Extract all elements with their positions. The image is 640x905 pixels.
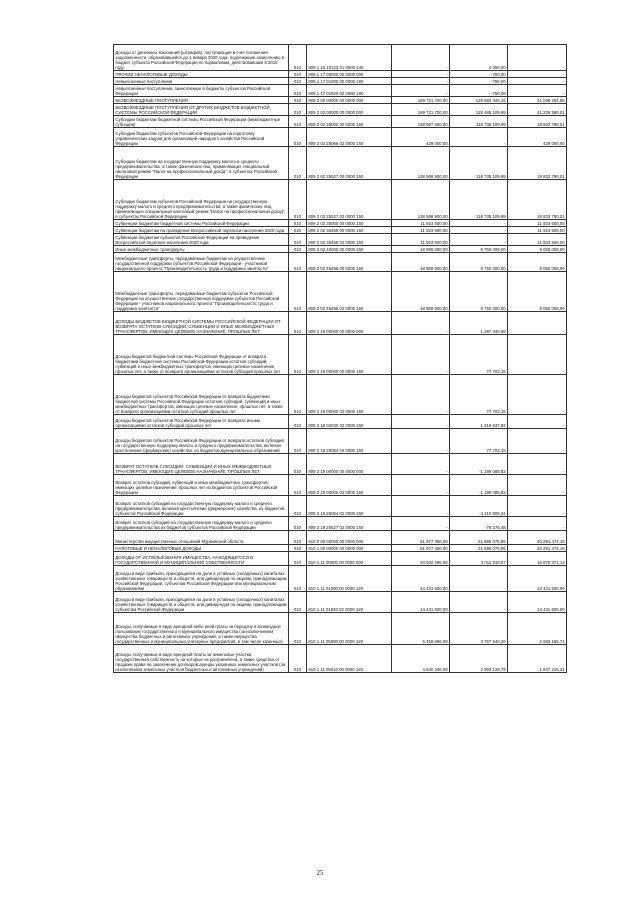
approved-amount: 14 431 600,00 bbox=[392, 566, 450, 592]
executed-amount: - bbox=[450, 566, 508, 592]
unexecuted-amount: 11 923 600,00 bbox=[508, 227, 567, 234]
executed-amount: - bbox=[450, 592, 508, 613]
item-name: Субсидии бюджетам субъектов Российской Федерации на государственную поддержку малого и среднего предпринимательства, а также физических лиц, применяющих специальный налоговый режим "Налог на профессиональный доход", в субъектах Российской Федерации bbox=[114, 180, 289, 220]
approved-amount: 61 977 450,00 bbox=[392, 545, 450, 552]
executed-amount: - bbox=[450, 234, 508, 246]
approved-amount: - bbox=[392, 85, 450, 97]
budget-code: 809 2 19 25064 02 0000 150 bbox=[307, 496, 392, 517]
executed-amount: 1 319 637,82 bbox=[450, 415, 508, 429]
unexecuted-amount: - bbox=[508, 71, 567, 78]
budget-code: 809 2 19 00000 02 0000 150 bbox=[307, 475, 392, 496]
line-code: 010 bbox=[289, 592, 307, 613]
revenue-table bbox=[113, 44, 567, 673]
line-code: 010 bbox=[289, 645, 307, 673]
budget-code: 809 2 19 00000 00 0000 000 bbox=[307, 454, 392, 475]
item-name: БЕЗВОЗМЕЗДНЫЕ ПОСТУПЛЕНИЯ ОТ ДРУГИХ БЮДЖЕТОВ БЮДЖЕТНОЙ СИСТЕМЫ РОССИЙСКОЙ ФЕДЕРАЦИИ bbox=[114, 104, 289, 116]
item-name: Невыясненные поступления, зачисляемые в бюджеты субъектов Российской Федерации bbox=[114, 85, 289, 97]
unexecuted-amount: 9 050 000,00 bbox=[508, 253, 567, 272]
unexecuted-amount: 14 431 600,00 bbox=[508, 566, 567, 592]
budget-code: 810 1 11 01020 02 0000 120 bbox=[307, 592, 392, 613]
item-name: Невыясненные поступления bbox=[114, 78, 289, 85]
item-name: Министерство имущественных отношений Мурманской области bbox=[114, 531, 289, 545]
line-code: 010 bbox=[289, 104, 307, 116]
item-name: Доходы, получаемые в виде арендной платы за земельные участки, государственная собственность на которые не разграничена, а также средства от продажи права на заключение договоров аренды указанных земельных участков (за исключением земельных участков бюджетных и автономных учреждений) bbox=[114, 645, 289, 673]
budget-code: 809 1 17 01020 02 0000 180 bbox=[307, 85, 392, 97]
executed-amount: 9 750 000,00 bbox=[450, 253, 508, 272]
budget-code: 809 1 16 10123 01 0000 140 bbox=[307, 45, 392, 71]
unexecuted-amount: - bbox=[508, 517, 567, 531]
item-name: Иные межбюджетные трансферты bbox=[114, 246, 289, 253]
line-code: 010 bbox=[289, 312, 307, 335]
item-name: Субвенции бюджетам на проведение Всероссийской переписи населения 2020 года bbox=[114, 227, 289, 234]
table-row bbox=[114, 475, 567, 496]
budget-code: 810 1 00 00000 00 0000 000 bbox=[307, 545, 392, 552]
line-code: 010 bbox=[289, 253, 307, 272]
line-code: 010 bbox=[289, 116, 307, 128]
approved-amount: 138 568 900,00 bbox=[392, 147, 450, 180]
budget-code: 809 2 19 25527 02 0000 150 bbox=[307, 517, 392, 531]
budget-code: 809 2 02 35469 00 0000 150 bbox=[307, 227, 392, 234]
unexecuted-amount: 1 847 215,21 bbox=[508, 645, 567, 673]
unexecuted-amount: 18 662 790,01 bbox=[508, 116, 567, 128]
approved-amount: - bbox=[392, 78, 450, 85]
table-row bbox=[114, 454, 567, 475]
table-row bbox=[114, 180, 567, 220]
executed-amount: - bbox=[450, 227, 508, 234]
item-name: Доходы, получаемые в виде арендной либо иной платы за передачу в возмездное пользование государственного и муниципального имущества (за исключением имущества бюджетных и автономных учреждений, а также имущества государственных и муниципальных унитарных предприятий, в том числе казенных) bbox=[114, 613, 289, 645]
line-code: 010 bbox=[289, 97, 307, 104]
budget-code: 809 2 18 00000 00 0000 000 bbox=[307, 312, 392, 335]
approved-amount: 11 923 600,00 bbox=[392, 234, 450, 246]
item-name: Субвенции бюджетам субъектов Российской Федерации на проведение Всероссийской переписи населения 2020 года bbox=[114, 234, 289, 246]
executed-amount: - bbox=[450, 220, 508, 227]
approved-amount: - bbox=[392, 45, 450, 71]
approved-amount: - bbox=[392, 496, 450, 517]
table-row bbox=[114, 566, 567, 592]
executed-amount: -1 110 809,34 bbox=[450, 496, 508, 517]
executed-amount: 4 011 918,87 bbox=[450, 552, 508, 566]
item-name: ВОЗВРАТ ОСТАТКОВ СУБСИДИЙ, СУБВЕНЦИЙ И ИНЫХ МЕЖБЮДЖЕТНЫХ ТРАНСФЕРТОВ, ИМЕЮЩИХ ЦЕЛЕВОЕ НАЗНАЧЕНИЕ, ПРОШЛЫХ ЛЕТ bbox=[114, 454, 289, 475]
unexecuted-amount: 16 870 371,13 bbox=[508, 552, 567, 566]
unexecuted-amount: 429 000,00 bbox=[508, 128, 567, 147]
approved-amount: 14 431 600,00 bbox=[392, 592, 450, 613]
unexecuted-amount: 9 050 000,00 bbox=[508, 272, 567, 312]
table-row bbox=[114, 645, 567, 673]
table-row bbox=[114, 552, 567, 566]
unexecuted-amount: - bbox=[508, 454, 567, 475]
item-name: Доходы бюджетов субъектов Российской Федерации от возврата иными организациями остатков субсидий прошлых лет bbox=[114, 415, 289, 429]
unexecuted-amount: 41 236 590,01 bbox=[508, 104, 567, 116]
table-row bbox=[114, 97, 567, 104]
approved-amount: 20 932 296,00 bbox=[392, 552, 450, 566]
executed-amount: 1 397 340,88 bbox=[450, 312, 508, 335]
approved-amount: - bbox=[392, 475, 450, 496]
line-code: 010 bbox=[289, 272, 307, 312]
executed-amount: - bbox=[450, 128, 508, 147]
unexecuted-amount: - bbox=[508, 496, 567, 517]
unexecuted-amount: 11 923 600,00 bbox=[508, 220, 567, 227]
unexecuted-amount: 18 833 790,01 bbox=[508, 180, 567, 220]
executed-amount: 77 703,15 bbox=[450, 429, 508, 454]
approved-amount: 169 721 700,00 bbox=[392, 104, 450, 116]
table-row bbox=[114, 613, 567, 645]
approved-amount: - bbox=[392, 415, 450, 429]
executed-amount: -1 199 085,82 bbox=[450, 475, 508, 496]
approved-amount: - bbox=[392, 429, 450, 454]
budget-code: 809 2 02 45296 00 0000 150 bbox=[307, 253, 392, 272]
executed-amount: -750,00 bbox=[450, 85, 508, 97]
item-name: Доходы бюджетов субъектов Российской Федерации от возврата бюджетами бюджетной системы Российской Федерации остатков субсидий, субвенций и иных межбюджетных трансфертов, имеющих целевое назначение, прошлых лет, а также от возврата организациями остатков субсидий прошлых лет bbox=[114, 375, 289, 415]
table-row bbox=[114, 429, 567, 454]
item-name: Межбюджетные трансферты, передаваемые бюджетам субъектов Российской Федерации на осуществление государственной поддержки субъектов Российской Федерации - участников национального проекта "Производительность труда и поддержка занятости" bbox=[114, 272, 289, 312]
line-code: 010 bbox=[289, 552, 307, 566]
approved-amount: - bbox=[392, 375, 450, 415]
item-name: Субсидии бюджетам субъектов Российской Федерации на подготовку управленческих кадров для организаций народного хозяйства Российской Федерации bbox=[114, 128, 289, 147]
unexecuted-amount: 11 923 600,00 bbox=[508, 234, 567, 246]
executed-amount: 118 735 109,99 bbox=[450, 116, 508, 128]
table-row bbox=[114, 85, 567, 97]
item-name: БЕЗВОЗМЕЗДНЫЕ ПОСТУПЛЕНИЯ bbox=[114, 97, 289, 104]
approved-amount: 18 800 000,00 bbox=[392, 253, 450, 272]
executed-amount: -78 276,48 bbox=[450, 517, 508, 531]
item-name: Межбюджетные трансферты, передаваемые бюджетам на осуществление государственной поддержки субъектов Российской Федерации - участников национального проекта "Производительность труда и поддержка занятости" bbox=[114, 253, 289, 272]
executed-amount: 77 703,15 bbox=[450, 335, 508, 375]
budget-code: 809 1 17 00000 00 0000 000 bbox=[307, 71, 392, 78]
table-row bbox=[114, 496, 567, 517]
line-code: 010 bbox=[289, 429, 307, 454]
line-code: 010 bbox=[289, 85, 307, 97]
approved-amount: - bbox=[392, 71, 450, 78]
line-code: 010 bbox=[289, 335, 307, 375]
line-code: 010 bbox=[289, 545, 307, 552]
executed-amount: 4 050,00 bbox=[450, 45, 508, 71]
approved-amount: 11 923 600,00 bbox=[392, 220, 450, 227]
line-code: 010 bbox=[289, 78, 307, 85]
unexecuted-amount: - bbox=[508, 375, 567, 415]
budget-code: 809 2 00 00000 00 0000 000 bbox=[307, 97, 392, 104]
page-number: 25 bbox=[316, 869, 324, 877]
unexecuted-amount: - bbox=[508, 78, 567, 85]
item-name: Доходы от денежных взысканий (штрафов), поступающие в счет погашения задолженности, образовавшейся до 1 января 2020 года, подлежащие зачислению в бюджет субъекта Российской Федерации по нормативам, действовавшим в 2019 году bbox=[114, 45, 289, 71]
approved-amount: 4 840 336,00 bbox=[392, 645, 450, 673]
budget-code: 809 2 02 30000 00 0000 150 bbox=[307, 220, 392, 227]
budget-code: 809 2 02 25527 00 0000 150 bbox=[307, 147, 392, 180]
executed-amount: 9 750 000,00 bbox=[450, 246, 508, 253]
table-row bbox=[114, 147, 567, 180]
table-row bbox=[114, 415, 567, 429]
budget-code: 809 2 02 25066 02 0000 150 bbox=[307, 128, 392, 147]
executed-amount: 21 686 075,85 bbox=[450, 545, 508, 552]
approved-amount: 429 000,00 bbox=[392, 128, 450, 147]
item-name: Возврат остатков субсидий на государственную поддержку малого и среднего предпринимательства, включая крестьянские (фермерские) хозяйства, из бюджетов субъектов Российской Федерации bbox=[114, 496, 289, 517]
line-code: 010 bbox=[289, 566, 307, 592]
budget-code: 809 2 02 25527 02 0000 150 bbox=[307, 180, 392, 220]
table-row bbox=[114, 71, 567, 78]
table-row bbox=[114, 220, 567, 227]
unexecuted-amount: 40 291 474,15 bbox=[508, 545, 567, 552]
budget-code: 809 2 02 45296 02 0000 150 bbox=[307, 272, 392, 312]
table-row bbox=[114, 246, 567, 253]
item-name: Субвенции бюджетам бюджетной системы Российской Федерации bbox=[114, 220, 289, 227]
approved-amount: 61 977 450,00 bbox=[392, 531, 450, 545]
approved-amount: 138 997 600,00 bbox=[392, 116, 450, 128]
line-code: 010 bbox=[289, 454, 307, 475]
executed-amount: 128 485 109,99 bbox=[450, 104, 508, 116]
table-row bbox=[114, 272, 567, 312]
budget-code: 810 1 11 01000 00 0000 120 bbox=[307, 566, 392, 592]
item-name: Возврат остатков субсидий, субвенций и иных межбюджетных трансфертов, имеющих целевое назначение, прошлых лет из бюджетов субъектов Российской Федерации bbox=[114, 475, 289, 496]
line-code: 010 bbox=[289, 531, 307, 545]
executed-amount: 2 993 120,79 bbox=[450, 645, 508, 673]
unexecuted-amount: 41 038 254,85 bbox=[508, 97, 567, 104]
line-code: 010 bbox=[289, 147, 307, 180]
unexecuted-amount: - bbox=[508, 415, 567, 429]
budget-code: 809 2 18 00000 02 0000 150 bbox=[307, 375, 392, 415]
unexecuted-amount: 9 050 000,00 bbox=[508, 246, 567, 253]
unexecuted-amount: - bbox=[508, 85, 567, 97]
unexecuted-amount: 14 431 600,00 bbox=[508, 592, 567, 613]
budget-code: 810 1 11 00000 00 0000 000 bbox=[307, 552, 392, 566]
line-code: 010 bbox=[289, 415, 307, 429]
executed-amount: 3 767 540,26 bbox=[450, 613, 508, 645]
table-row bbox=[114, 312, 567, 335]
executed-amount: -1 199 085,82 bbox=[450, 454, 508, 475]
budget-code: 809 2 18 00000 00 0000 150 bbox=[307, 335, 392, 375]
approved-amount: - bbox=[392, 335, 450, 375]
approved-amount: 18 800 000,00 bbox=[392, 272, 450, 312]
item-name: Доходы в виде прибыли, приходящейся на доли в уставных (складочных) капиталах хозяйственных товариществ и обществ, или дивидендов по акциям, принадлежащим Российской Федерации, субъектам Российской Федерации или муниципальным образованиям bbox=[114, 566, 289, 592]
line-code: 010 bbox=[289, 375, 307, 415]
approved-amount: - bbox=[392, 312, 450, 335]
item-name: Субсидии бюджетам на государственную поддержку малого и среднего предпринимательства, а также физических лиц, применяющих специальный налоговый режим "Налог на профессиональный доход", в субъектах Российской Федерации bbox=[114, 147, 289, 180]
budget-code: 809 2 02 40000 00 0000 150 bbox=[307, 246, 392, 253]
approved-amount: 169 721 700,00 bbox=[392, 97, 450, 104]
item-name: Доходы бюджетов субъектов Российской Федерации от возврата остатков субсидий на государственную поддержку малого и среднего предпринимательства, включая крестьянские (фермерские) хозяйства, из бюджетов муниципальных образований bbox=[114, 429, 289, 454]
line-code: 010 bbox=[289, 180, 307, 220]
table-row bbox=[114, 545, 567, 552]
item-name: ДОХОДЫ ОТ ИСПОЛЬЗОВАНИЯ ИМУЩЕСТВА, НАХОДЯЩЕГОСЯ В ГОСУДАРСТВЕННОЙ И МУНИЦИПАЛЬНОЙ СОБСТВЕННОСТИ bbox=[114, 552, 289, 566]
approved-amount: - bbox=[392, 517, 450, 531]
table-row bbox=[114, 45, 567, 71]
item-name: НАЛОГОВЫЕ И НЕНАЛОГОВЫЕ ДОХОДЫ bbox=[114, 545, 289, 552]
item-name: ДОХОДЫ БЮДЖЕТОВ БЮДЖЕТНОЙ СИСТЕМЫ РОССИЙСКОЙ ФЕДЕРАЦИИ ОТ ВОЗВРАТА ОСТАТКОВ СУБСИДИЙ, СУБВЕНЦИЙ И ИНЫХ МЕЖБЮДЖЕТНЫХ ТРАНСФЕРТОВ, ИМЕЮЩИХ ЦЕЛЕВОЕ НАЗНАЧЕНИЕ, ПРОШЛЫХ ЛЕТ bbox=[114, 312, 289, 335]
table-row bbox=[114, 531, 567, 545]
table-row bbox=[114, 234, 567, 246]
unexecuted-amount: - bbox=[508, 312, 567, 335]
executed-amount: 128 683 445,15 bbox=[450, 97, 508, 104]
table-row bbox=[114, 78, 567, 85]
line-code: 010 bbox=[289, 517, 307, 531]
approved-amount: 138 568 900,00 bbox=[392, 180, 450, 220]
executed-amount: 21 686 075,85 bbox=[450, 531, 508, 545]
table-row bbox=[114, 227, 567, 234]
table-row bbox=[114, 128, 567, 147]
approved-amount: 18 800 000,00 bbox=[392, 246, 450, 253]
unexecuted-amount: - bbox=[508, 335, 567, 375]
item-name: Доходы бюджетов бюджетной системы Российской Федерации от возврата бюджетами бюджетной системы Российской Федерации остатков субсидий, субвенций и иных межбюджетных трансфертов, имеющих целевое назначение, прошлых лет, а также от возврата организациями остатков субсидий прошлых лет bbox=[114, 335, 289, 375]
unexecuted-amount: - bbox=[508, 429, 567, 454]
executed-amount: 118 735 109,99 bbox=[450, 180, 508, 220]
table-row bbox=[114, 116, 567, 128]
budget-code: 809 1 17 01000 00 0000 180 bbox=[307, 78, 392, 85]
approved-amount: 6 450 696,00 bbox=[392, 613, 450, 645]
line-code: 010 bbox=[289, 613, 307, 645]
table-row bbox=[114, 375, 567, 415]
budget-code: 809 2 18 25064 02 0000 150 bbox=[307, 429, 392, 454]
unexecuted-amount: 18 833 790,01 bbox=[508, 147, 567, 180]
approved-amount: 11 923 600,00 bbox=[392, 227, 450, 234]
budget-code: 809 2 02 20000 00 0000 150 bbox=[307, 116, 392, 128]
budget-code: 809 2 02 35469 02 0000 150 bbox=[307, 234, 392, 246]
table-row bbox=[114, 253, 567, 272]
line-code: 010 bbox=[289, 45, 307, 71]
table-row bbox=[114, 335, 567, 375]
item-name: Субсидии бюджетам бюджетной системы Российской Федерации (межбюджетные субсидии) bbox=[114, 116, 289, 128]
line-code: 010 bbox=[289, 475, 307, 496]
table-row bbox=[114, 592, 567, 613]
executed-amount: 77 703,15 bbox=[450, 375, 508, 415]
executed-amount: 9 750 000,00 bbox=[450, 272, 508, 312]
line-code: 010 bbox=[289, 71, 307, 78]
budget-code: 810 1 11 05000 00 0000 120 bbox=[307, 613, 392, 645]
line-code: 010 bbox=[289, 234, 307, 246]
executed-amount: -750,00 bbox=[450, 78, 508, 85]
approved-amount: - bbox=[392, 454, 450, 475]
unexecuted-amount: 2 683 155,74 bbox=[508, 613, 567, 645]
budget-code: 810 0 00 00000 00 0000 000 bbox=[307, 531, 392, 545]
line-code: 010 bbox=[289, 246, 307, 253]
item-name: Доходы в виде прибыли, приходящейся на доли в уставных (складочных) капиталах хозяйственных товариществ и обществ, или дивидендов по акциям, принадлежащим субъектам Российской Федерации bbox=[114, 592, 289, 613]
item-name: ПРОЧИЕ НЕНАЛОГОВЫЕ ДОХОДЫ bbox=[114, 71, 289, 78]
unexecuted-amount: - bbox=[508, 45, 567, 71]
unexecuted-amount: 40 291 474,15 bbox=[508, 531, 567, 545]
table-row bbox=[114, 517, 567, 531]
budget-code: 810 1 11 05010 00 0000 120 bbox=[307, 645, 392, 673]
table-row bbox=[114, 104, 567, 116]
unexecuted-amount: - bbox=[508, 475, 567, 496]
executed-amount: -750,00 bbox=[450, 71, 508, 78]
line-code: 010 bbox=[289, 220, 307, 227]
budget-code: 809 2 18 02030 02 0000 150 bbox=[307, 415, 392, 429]
line-code: 010 bbox=[289, 227, 307, 234]
line-code: 010 bbox=[289, 128, 307, 147]
budget-code: 809 2 02 00000 00 0000 000 bbox=[307, 104, 392, 116]
revenue-table-body bbox=[114, 45, 567, 673]
executed-amount: 118 735 109,99 bbox=[450, 147, 508, 180]
item-name: Возврат остатков субсидий на государственную поддержку малого и среднего предпринимательства из бюджетов субъектов Российской Федерации bbox=[114, 517, 289, 531]
line-code: 010 bbox=[289, 496, 307, 517]
